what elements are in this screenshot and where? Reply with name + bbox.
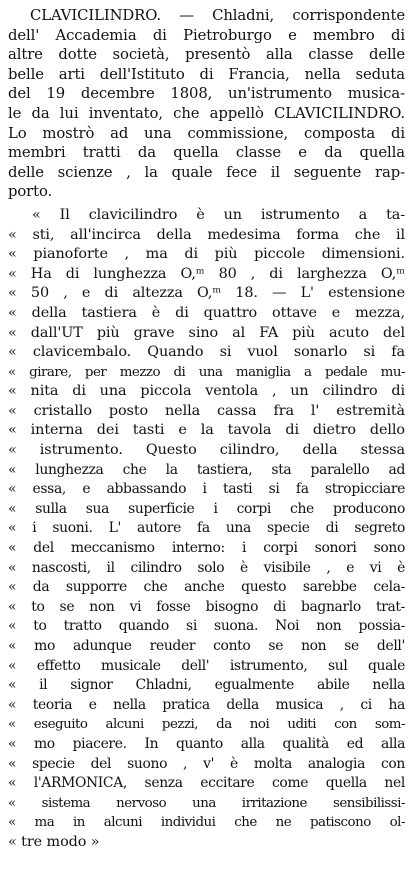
- text-line: « essa, e abbassando i tasti si fa stropicciare: [8, 481, 405, 498]
- report-quotation: [8, 206, 405, 853]
- text-line: « mo adunque reuder conto se non se dell': [8, 638, 405, 654]
- text-line: « tre modo »: [8, 833, 100, 850]
- text-line: « da supporre che anche questo sarebbe cela-: [8, 579, 405, 596]
- text-line: « dall'UT più grave sino al FA più acuto del: [8, 324, 405, 341]
- text-line: « interna dei tasti e la tavola di dietro dello: [8, 422, 405, 439]
- text-line: « l'ARMONICA, senza eccitare come quella nel: [8, 775, 405, 792]
- text-line: porto.: [8, 183, 53, 201]
- text-line: Lo mostrò ad una commissione, composta di: [8, 124, 405, 142]
- text-line: « ma in alcuni individui che ne patiscono ol-: [8, 815, 405, 831]
- text-line: « to se non vi fosse bisogno di bagnarlo trat-: [8, 598, 405, 615]
- text-line: le da lui inventato, che appellò CLAVICILINDRO.: [8, 104, 405, 122]
- text-line: « mo piacere. In quanto alla qualità ed alla: [8, 735, 405, 752]
- text-line: CLAVICILINDRO. — Chladni, corrispondente: [30, 7, 405, 24]
- text-line: « sti, all'incirca della medesima forma che il: [8, 226, 405, 243]
- text-line: « lunghezza che la tastiera, sta paralello ad: [8, 461, 405, 478]
- text-line: « clavicembalo. Quando si vuol sonarlo si fa: [8, 344, 405, 361]
- text-line: « 50 , e di altezza O,ᵐ 18. — L' estensione: [8, 285, 405, 302]
- text-line: « del meccanismo interno: i corpi sonori sono: [8, 540, 405, 557]
- text-line: « teoria e nella pratica della musica , ci ha: [8, 696, 405, 713]
- text-line: « nascosti, il cilindro solo è visibile , e vi è: [8, 559, 405, 576]
- text-line: « istrumento. Questo cilindro, della stessa: [8, 442, 405, 459]
- text-line: « girare, per mezzo di una maniglia a pedale mu-: [8, 364, 405, 380]
- text-line: « sistema nervoso una irritazione sensibilissi-: [8, 795, 405, 811]
- text-line: delle scienze , la quale fece il seguente rap-: [8, 163, 405, 181]
- text-line: « nita di una piccola ventola , un cilindro di: [8, 383, 405, 400]
- text-line: « Il clavicilindro è un istrumento a ta-: [32, 206, 405, 223]
- intro-paragraph: [8, 6, 405, 202]
- text-line: del 19 decembre 1808, un'istrumento musica-: [8, 85, 405, 103]
- text-line: « della tastiera è di quattro ottave e mezza,: [8, 304, 405, 321]
- text-line: « pianoforte , ma di più piccole dimensioni.: [8, 246, 405, 263]
- text-line: « il signor Chladni, egualmente abile nella: [8, 677, 405, 694]
- text-line: « eseguito alcuni pezzi, da noi uditi con som-: [8, 717, 405, 733]
- text-line: belle arti dell'Istituto di Francia, nella seduta: [8, 65, 405, 83]
- text-line: « to tratto quando si suona. Noi non possia-: [8, 618, 405, 635]
- text-line: dell' Accademia di Pietroburgo e membro di: [8, 26, 405, 44]
- text-line: membri tratti da quella classe e da quella: [8, 144, 405, 162]
- text-line: « specie del suono , v' è molta analogia con: [8, 755, 405, 772]
- text-line: altre dotte società, presentò alla classe delle: [8, 46, 405, 64]
- text-line: « Ha di lunghezza O,ᵐ 80 , di larghezza O,ᵐ: [8, 265, 405, 282]
- text-line: « cristallo posto nella cassa fra l' estremità: [8, 402, 405, 419]
- text-line: « effetto musicale dell' istrumento, sul quale: [8, 657, 405, 674]
- text-line: « i suoni. L' autore fa una specie di segreto: [8, 520, 405, 537]
- text-line: « sulla sua superficie i corpi che producono: [8, 500, 405, 517]
